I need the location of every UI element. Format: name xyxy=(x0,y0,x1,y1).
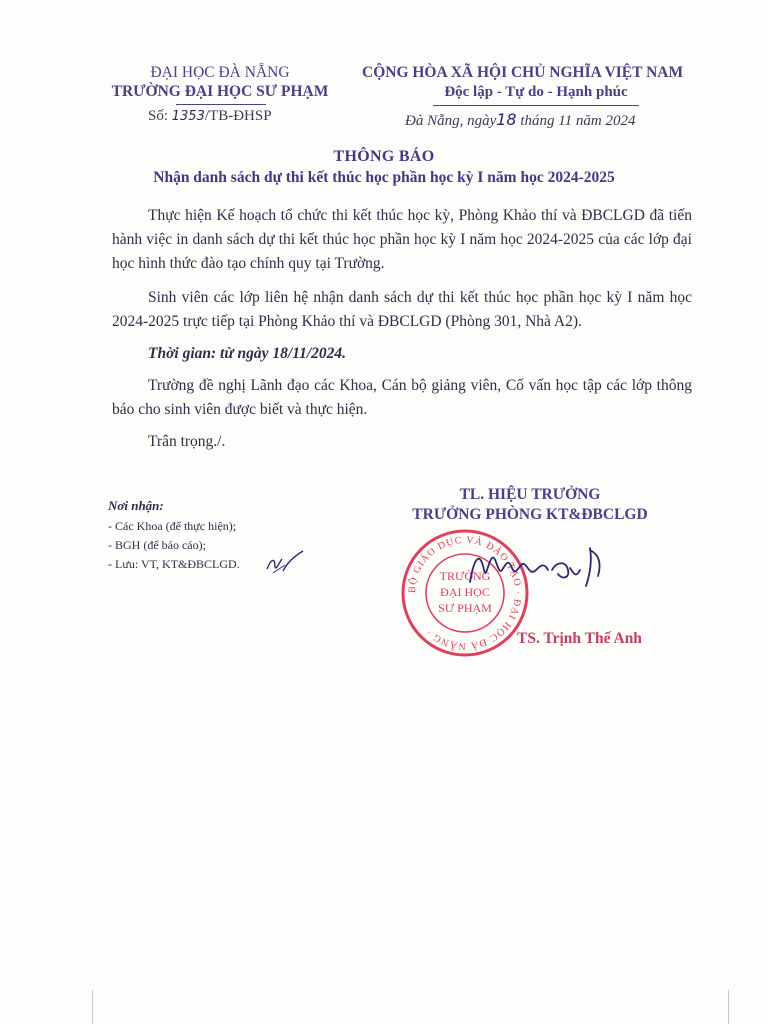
body-paragraph-1: Thực hiện Kế hoạch tổ chức thi kết thúc học kỳ, Phòng Khảo thí và ĐBCLGD đã tiến hành việc in danh sách dự thi kết thúc học phần học kỳ I năm học 2024-2025 của các lớp đại học hình thức đào tạo chính quy tại Trường. xyxy=(112,207,692,272)
document-number xyxy=(148,108,272,125)
recipient-item: - Lưu: VT, KT&ĐBCLGD. xyxy=(108,557,240,571)
body-time-notice: Thời gian: từ ngày 18/11/2024. xyxy=(148,345,347,362)
handwritten-signature-icon xyxy=(440,540,630,600)
body-paragraph-4: Trường đề nghị Lãnh đạo các Khoa, Cán bộ giảng viên, Cố vấn học tập các lớp thông báo cho sinh viên được biết và thực hiện. xyxy=(112,377,692,418)
org-underline xyxy=(176,104,266,105)
org-parent-name: ĐẠI HỌC ĐÀ NẴNG xyxy=(150,64,290,81)
signer-name: TS. Trịnh Thế Anh xyxy=(517,630,642,647)
body-paragraph-2: Sinh viên các lớp liên hệ nhận danh sách dự thi kết thúc học phần học kỳ I năm học 2024-2025 trực tiếp tại Phòng Khảo thí và ĐBCLGD (Phòng 301, Nhà A2). xyxy=(112,289,692,330)
place-date-day: 18 xyxy=(496,110,517,129)
recipients-title: Nơi nhận: xyxy=(108,498,164,513)
place-date-prefix: Đà Nẵng, ngày xyxy=(405,113,497,129)
org-school-name: TRƯỜNG ĐẠI HỌC SƯ PHẠM xyxy=(111,83,329,100)
place-and-date xyxy=(405,110,636,130)
document-number-suffix: /TB-ĐHSP xyxy=(204,108,272,124)
national-title: CỘNG HÒA XÃ HỘI CHỦ NGHĨA VIỆT NAM xyxy=(362,64,684,81)
national-motto: Độc lập - Tự do - Hạnh phúc xyxy=(444,84,628,100)
seal-center-line2: ĐẠI HỌC xyxy=(440,585,490,599)
document-subtitle: Nhận danh sách dự thi kết thúc học phần học kỳ I năm học 2024-2025 xyxy=(153,169,615,186)
initial-mark-icon xyxy=(263,549,305,575)
signature-position: TRƯỞNG PHÒNG KT&ĐBCLGD xyxy=(412,506,648,523)
place-date-suffix: tháng 11 năm 2024 xyxy=(520,113,636,129)
motto-underline xyxy=(433,105,639,106)
document-title: THÔNG BÁO xyxy=(333,148,435,165)
document-number-value: 1353 xyxy=(171,109,205,124)
recipient-item: - Các Khoa (để thực hiện); xyxy=(108,519,237,533)
recipient-item: - BGH (để báo cáo); xyxy=(108,538,206,552)
seal-center-line3: SƯ PHẠM xyxy=(438,601,492,615)
closing-regards: Trân trọng./. xyxy=(148,433,226,450)
document-number-prefix: Số: xyxy=(148,108,172,124)
seal-ring-text: BỘ GIÁO DỤC VÀ ĐÀO TẠO · ĐẠI HỌC ĐÀ NẴNG · xyxy=(406,534,524,652)
signature-authority: TL. HIỆU TRƯỞNG xyxy=(459,486,601,503)
scan-edge-line xyxy=(728,990,729,1024)
seal-center-line1: TRƯỜNG xyxy=(439,569,491,583)
scan-edge-line xyxy=(92,990,93,1024)
